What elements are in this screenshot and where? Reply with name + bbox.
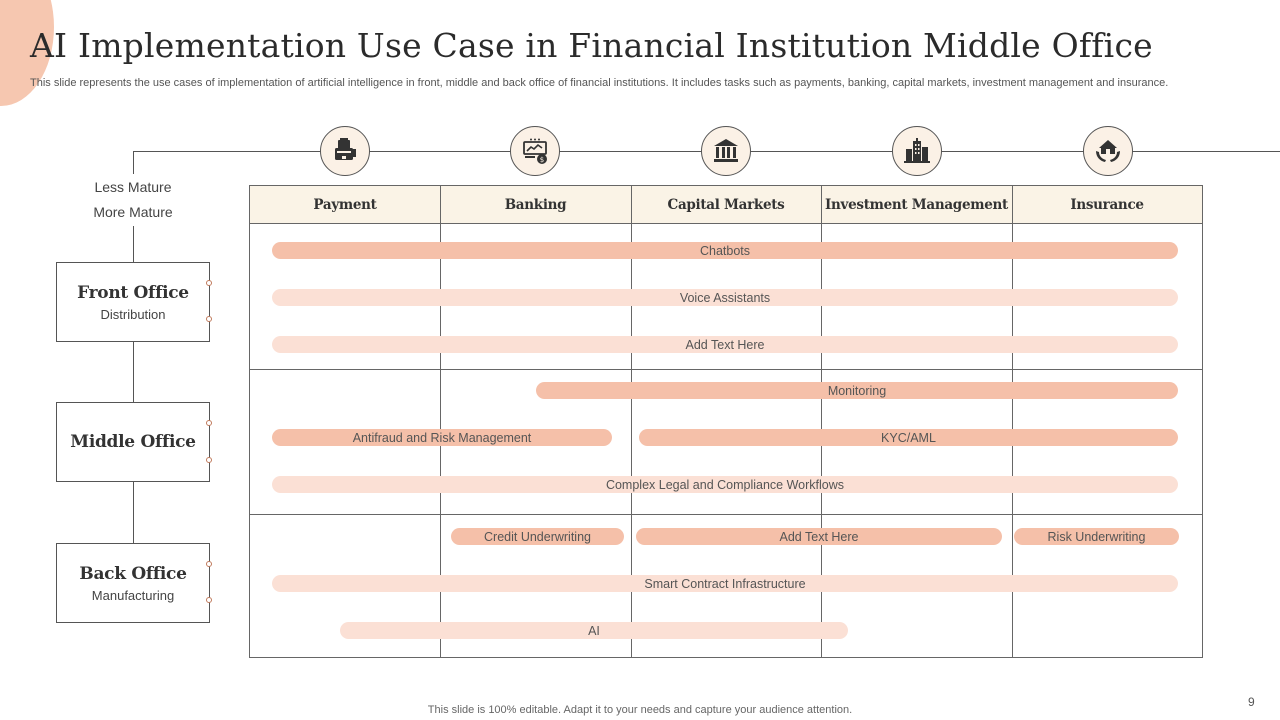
office-title: Back Office: [79, 563, 187, 584]
connector-dot: [206, 316, 212, 322]
bar-monitoring: Monitoring: [536, 382, 1178, 399]
connector-dot: [206, 561, 212, 567]
connector-line: [133, 481, 134, 544]
page-number: 9: [1248, 695, 1255, 709]
connector-line: [133, 341, 134, 403]
slide-title: AI Implementation Use Case in Financial Institution Middle Office: [30, 26, 1153, 65]
column-header-payment: Payment: [313, 197, 377, 213]
row-divider: [250, 369, 1202, 370]
investment-icon: [892, 126, 942, 176]
back-office-box: [56, 543, 210, 623]
connector-dot: [206, 597, 212, 603]
payment-icon: [320, 126, 370, 176]
bar-add-text: Add Text Here: [272, 336, 1178, 353]
connector-line: [133, 226, 134, 262]
middle-office-box: [56, 402, 210, 482]
office-subtitle: Manufacturing: [91, 587, 175, 603]
svg-text:$: $: [539, 156, 545, 164]
bar-legal-compliance: Complex Legal and Compliance Workflows: [272, 476, 1178, 493]
office-subtitle: Distribution: [100, 306, 166, 322]
insurance-icon: [1083, 126, 1133, 176]
office-title: Front Office: [77, 282, 189, 303]
bar-voice-assistants: Voice Assistants: [272, 289, 1178, 306]
connector-dot: [206, 420, 212, 426]
column-header-insurance: Insurance: [1070, 197, 1144, 213]
row-divider: [250, 514, 1202, 515]
more-mature-label: More Mature: [93, 204, 173, 220]
footer-note: This slide is 100% editable. Adapt it to your needs and capture your audience attention.: [427, 704, 853, 716]
slide-subtitle: This slide represents the use cases of implementation of artificial intelligence in front, middle and back office of financial institutions. It includes tasks such as payments, banking, capital markets, investment management and insurance.: [30, 77, 1169, 89]
capital-markets-icon: [701, 126, 751, 176]
bar-kyc-aml: KYC/AML: [639, 429, 1178, 446]
timeline-tick: [133, 151, 134, 174]
bar-ai: AI: [340, 622, 848, 639]
less-mature-label: Less Mature: [94, 179, 172, 195]
bar-add-text-2: Add Text Here: [636, 528, 1002, 545]
bar-risk-underwriting: Risk Underwriting: [1014, 528, 1179, 545]
connector-dot: [206, 457, 212, 463]
connector-dot: [206, 280, 212, 286]
office-title: Middle Office: [70, 432, 196, 452]
column-header-banking: Banking: [504, 197, 567, 213]
bar-antifraud: Antifraud and Risk Management: [272, 429, 612, 446]
banking-icon: [510, 126, 560, 176]
use-case-grid: [249, 185, 1203, 658]
bar-smart-contract: Smart Contract Infrastructure: [272, 575, 1178, 592]
bar-credit-underwriting: Credit Underwriting: [451, 528, 624, 545]
front-office-box: [56, 262, 210, 342]
bar-chatbots: Chatbots: [272, 242, 1178, 259]
column-header-investment-management: Investment Management: [825, 197, 1008, 213]
column-header-capital-markets: Capital Markets: [667, 197, 785, 213]
